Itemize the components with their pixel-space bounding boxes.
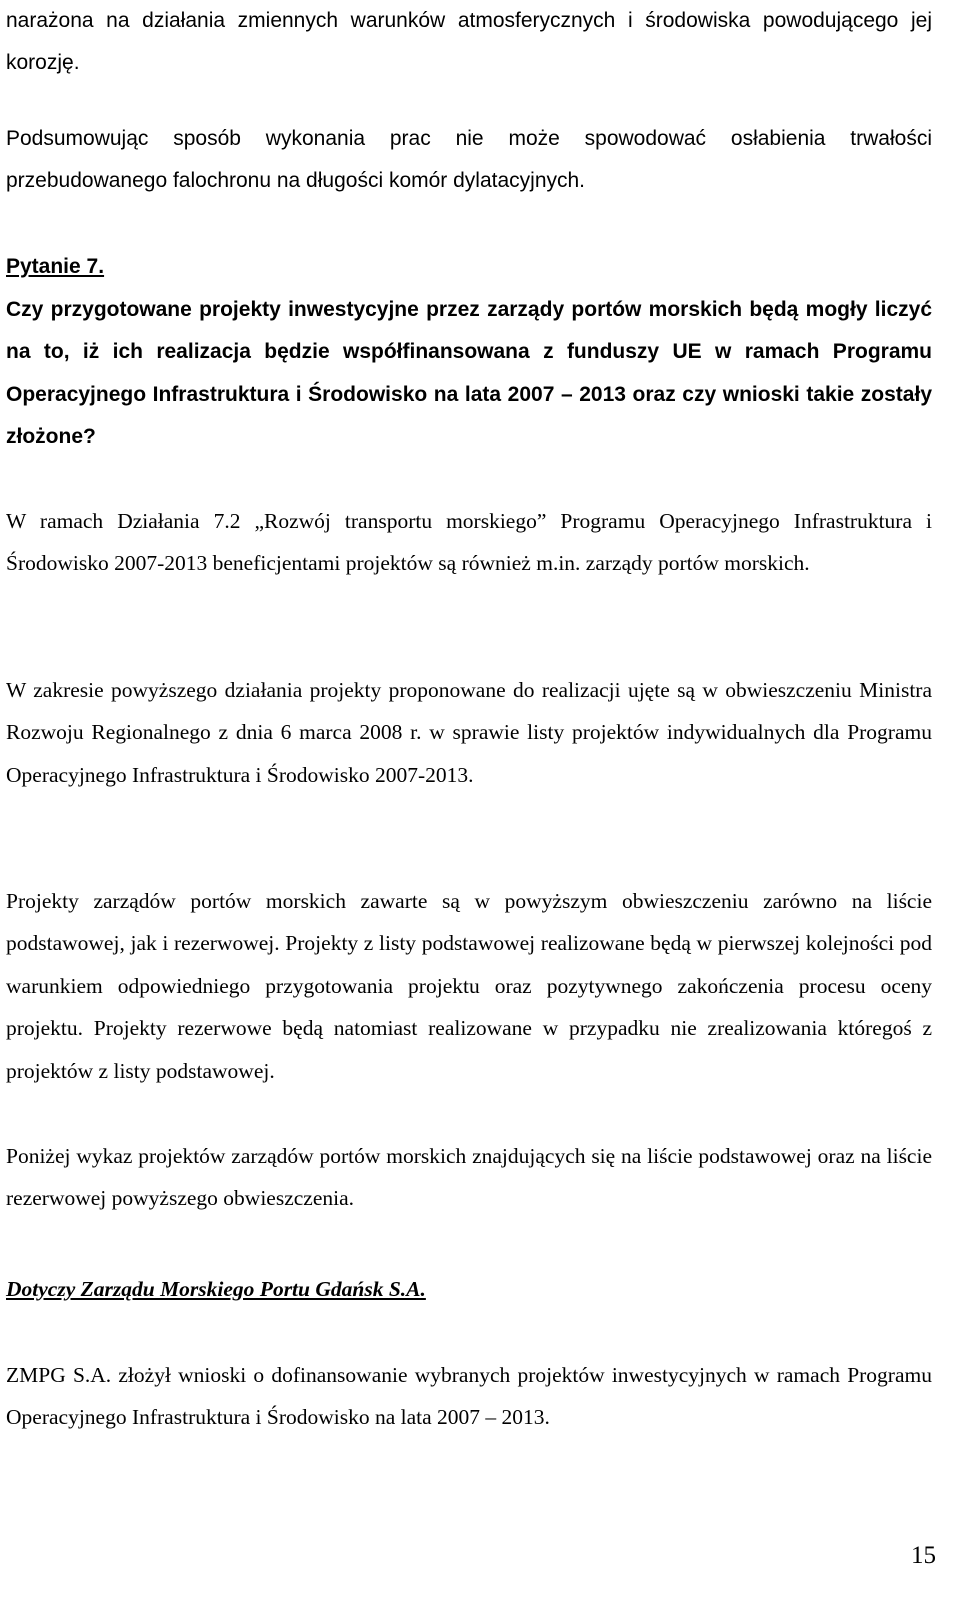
answer-paragraph-4: Poniżej wykaz projektów zarządów portów morskich znajdujących się na liście podstawowej oraz na liście rezerwowej powyższego obwieszczenia. bbox=[6, 1144, 932, 1211]
answer-paragraph-2: W zakresie powyższego działania projekty proponowane do realizacji ujęte są w obwieszczeniu Ministra Rozwoju Regionalnego z dnia 6 marca 2008 r. w sprawie listy projektów indywidualnych dla Programu Operacyjnego Infrastruktura i Środowisko 2007-2013. bbox=[6, 678, 932, 787]
continuation-paragraph: narażona na działania zmiennych warunków atmosferycznych i środowiska powodującego jej korozję. bbox=[6, 9, 932, 75]
page-number: 15 bbox=[911, 1542, 936, 1569]
question-heading: Pytanie 7. bbox=[6, 255, 105, 278]
answer-paragraph-3: Projekty zarządów portów morskich zawarte są w powyższym obwieszczeniu zarówno na liście podstawowej, jak i rezerwowej. Projekty z listy podstawowej realizowane będą w pierwszej kolejności pod warunkiem odpowiedniego przygotowania projektu oraz pozytywnego zakończenia procesu oceny projektu. Projekty rezerwowe będą natomiast realizowane w przypadku nie zrealizowania któregoś z projektów z listy podstawowej. bbox=[6, 889, 932, 1083]
question-text: Czy przygotowane projekty inwestycyjne przez zarządy portów morskich będą mogły liczyć na to, iż ich realizacja będzie współfinansowana z funduszy UE w ramach Programu Operacyjnego Infrastruktura i Środowisko na lata 2007 – 2013 oraz czy wnioski takie zostały złożone? bbox=[6, 298, 932, 449]
section-heading-wrapper bbox=[6, 1268, 932, 1310]
section-heading: Dotyczy Zarządu Morskiego Portu Gdańsk S.A. bbox=[6, 1277, 426, 1301]
question-heading-wrapper bbox=[6, 246, 932, 288]
answer-paragraph-1: W ramach Działania 7.2 „Rozwój transportu morskiego” Programu Operacyjnego Infrastruktura i Środowisko 2007-2013 beneficjentami projektów są również m.in. zarządy portów morskich. bbox=[6, 509, 932, 576]
section-paragraph: ZMPG S.A. złożył wnioski o dofinansowanie wybranych projektów inwestycyjnych w ramach Programu Operacyjnego Infrastruktura i Środowisko na lata 2007 – 2013. bbox=[6, 1363, 932, 1430]
summary-paragraph: Podsumowując sposób wykonania prac nie może spowodować osłabienia trwałości przebudowanego falochronu na długości komór dylatacyjnych. bbox=[6, 127, 932, 193]
